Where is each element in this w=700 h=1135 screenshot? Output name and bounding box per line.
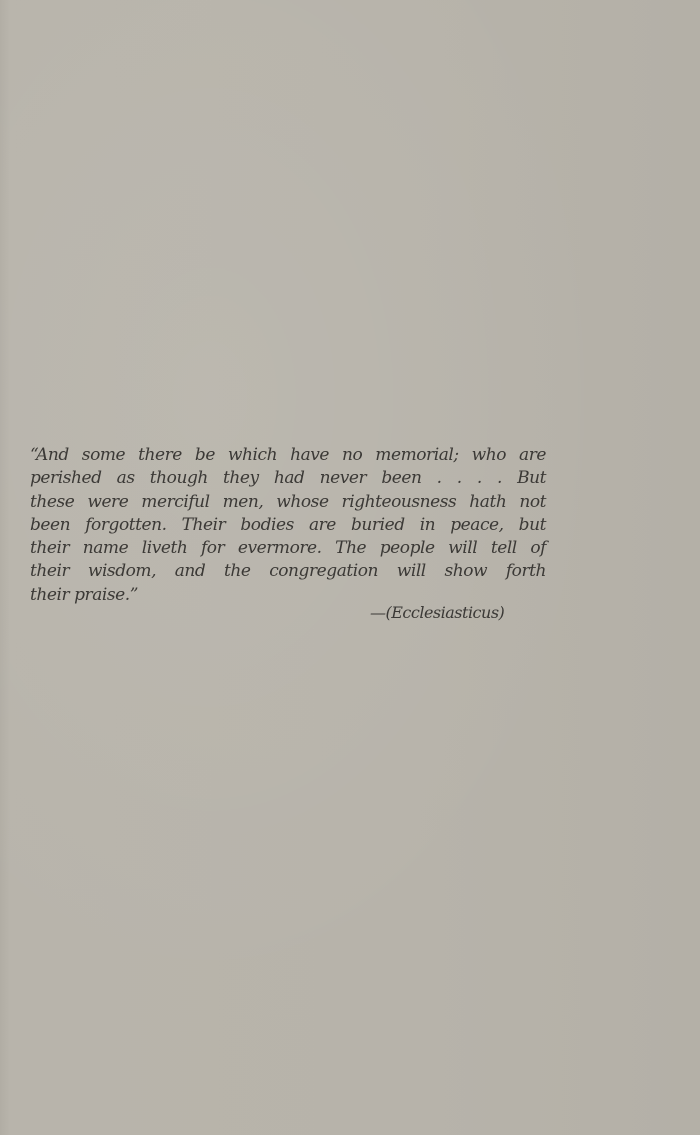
quote-line: their wisdom, and the congregation will show forth (30, 561, 546, 582)
quote-line: their name liveth for evermore. The people will tell of (30, 538, 546, 559)
quote-line: their praise.” (30, 584, 138, 605)
quote-line: these were merciful men, whose righteousness hath not (30, 491, 546, 512)
quote-line: “And some there be which have no memorial; who are (30, 445, 546, 465)
epigraph-quote (30, 444, 546, 607)
quote-line: been forgotten. Their bodies are buried in peace, but (30, 514, 546, 535)
quote-attribution: —(Ecclesiasticus) (370, 603, 505, 622)
quote-line: perished as though they had never been . . . . But (30, 468, 546, 489)
